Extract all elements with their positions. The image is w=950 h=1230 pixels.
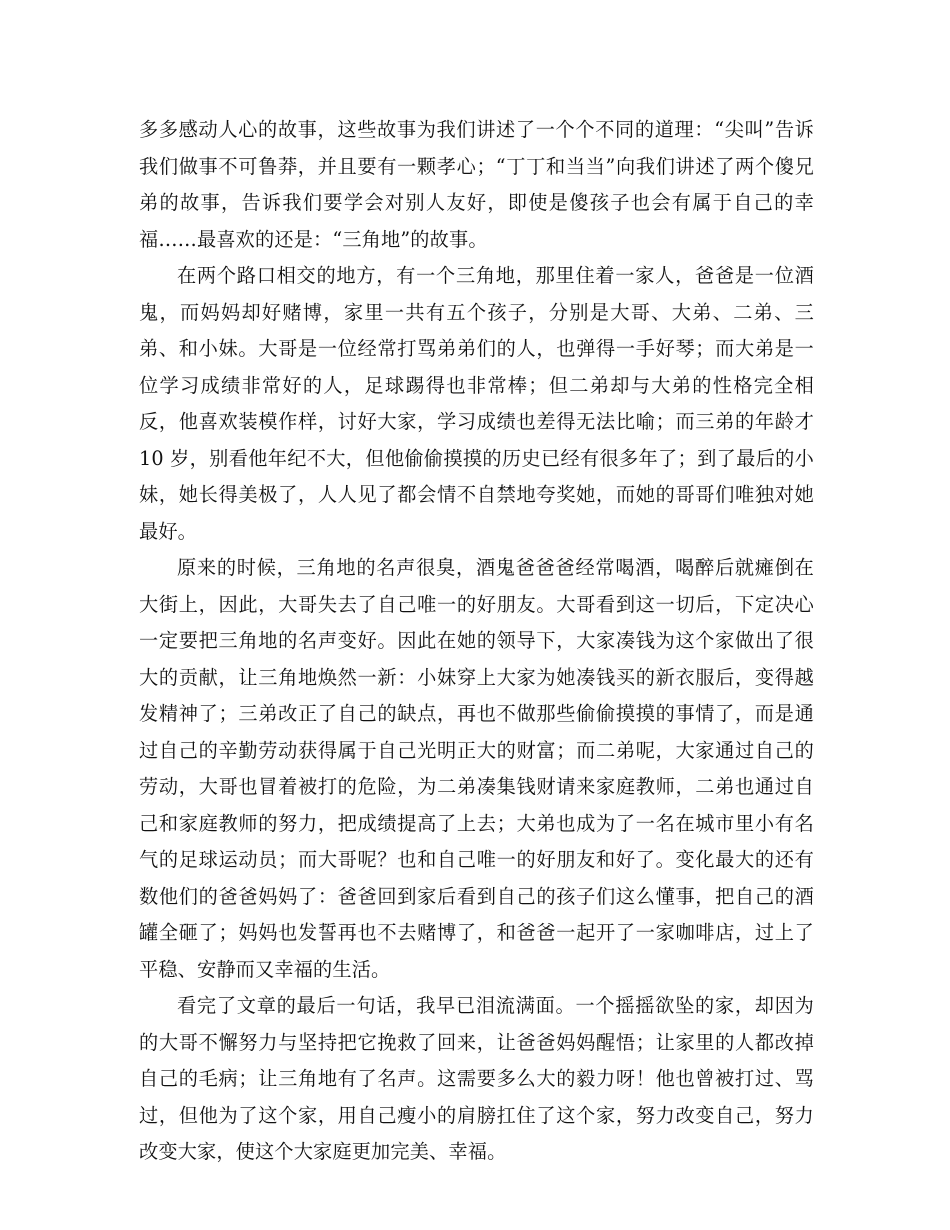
article-body [139, 112, 814, 1171]
paragraph-intro: 多多感动人心的故事，这些故事为我们讲述了一个个不同的道理：“尖叫”告诉我们做事不可鲁莽，并且要有一颗孝心；“丁丁和当当”向我们讲述了两个傻兄弟的故事，告诉我们要学会对别人友好，即使是傻孩子也会有属于自己的幸福……最喜欢的还是：“三角地”的故事。 [139, 118, 814, 251]
paragraph-family: 在两个路口相交的地方，有一个三角地，那里住着一家人，爸爸是一位酒鬼，而妈妈却好赌博，家里一共有五个孩子，分别是大哥、大弟、二弟、三弟、和小妹。大哥是一位经常打骂弟弟们的人，也弹得一手好琴；而大弟是一位学习成绩非常好的人，足球踢得也非常棒；但二弟却与大弟的性格完全相反，他喜欢装模作样，讨好大家，学习成绩也差得无法比喻；而三弟的年龄才 10 岁，别看他年纪不大，但他偷偷摸摸的历史已经有很多年了；到了最后的小妹，她长得美极了，人人见了都会情不自禁地夸奖她，而她的哥哥们唯独对她最好。 [139, 264, 814, 543]
paragraph-reflection: 看完了文章的最后一句话，我早已泪流满面。一个摇摇欲坠的家，却因为的大哥不懈努力与坚持把它挽救了回来，让爸爸妈妈醒悟；让家里的人都改掉自己的毛病；让三角地有了名声。这需要多么大的毅力呀！他也曾被打过、骂过，但他为了这个家，用自己瘦小的肩膀扛住了这个家，努力改变自己，努力改变大家，使这个大家庭更加完美、幸福。 [139, 994, 814, 1163]
paragraph-change: 原来的时候，三角地的名声很臭，酒鬼爸爸爸经常喝酒，喝醉后就瘫倒在大街上，因此，大哥失去了自己唯一的好朋友。大哥看到这一切后，下定决心一定要把三角地的名声变好。因此在她的领导下，大家凑钱为这个家做出了很大的贡献，让三角地焕然一新：小妹穿上大家为她凑钱买的新衣服后，变得越发精神了；三弟改正了自己的缺点，再也不做那些偷偷摸摸的事情了，而是通过自己的辛勤劳动获得属于自己光明正大的财富；而二弟呢，大家通过自己的劳动，大哥也冒着被打的危险，为二弟凑集钱财请来家庭教师，二弟也通过自己和家庭教师的努力，把成绩提高了上去；大弟也成为了一名在城市里小有名气的足球运动员；而大哥呢？也和自己唯一的好朋友和好了。变化最大的还有数他们的爸爸妈妈了：爸爸回到家后看到自己的孩子们这么懂事，把自己的酒罐全砸了；妈妈也发誓再也不去赌博了，和爸爸一起开了一家咖啡店，过上了平稳、安静而又幸福的生活。 [139, 556, 814, 981]
